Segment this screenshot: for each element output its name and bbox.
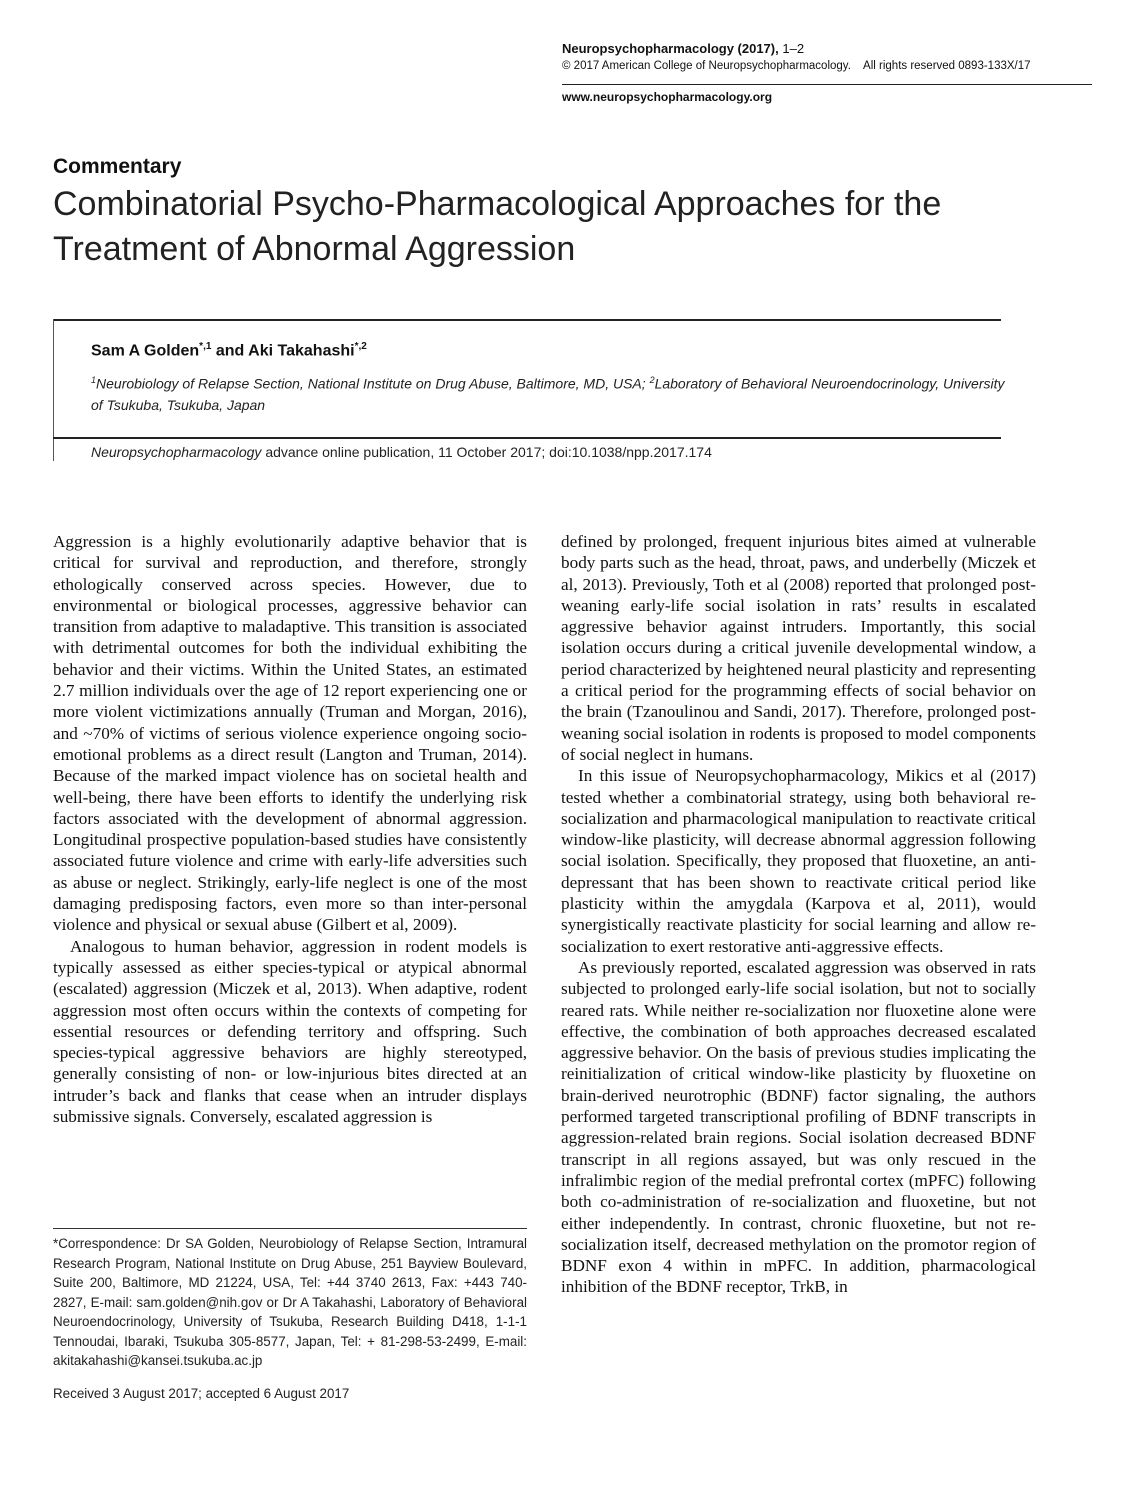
body-paragraph: Aggression is a highly evolutionarily adaptive behavior that is critical for survival and reproduction, and therefore, strongly ethologically conserved across species. However, due to environmental or biological processes, aggressive behavior can transition from adaptive to maladaptive. This transition is associated with detrimental outcomes for both the individual exhibiting the behavior and their victims. Within the United States, an estimated 2.7 million individuals over the age of 12 report experiencing one or more violent victimizations annually (Truman and Morgan, 2016), and ~70% of victims of serious violence experience ongoing socio-emotional problems as a direct result (Langton and Truman, 2014). Because of the marked impact violence has on societal health and well-being, there have been efforts to identify the underlying risk factors associated with the development of abnormal aggression. Longitudinal prospective population-based studies have consistently associated future violence and crime with early-life adversities such as abuse or neglect. Strikingly, early-life neglect is one of the most damaging predisposing factors, even more so than inter-personal violence and physical or sexual abuse (Gilbert et al, 2009). — [53, 532, 527, 935]
affiliations — [91, 370, 1006, 416]
author-box-bottom-rule — [53, 437, 1001, 439]
correspondence-footnote: *Correspondence: Dr SA Golden, Neurobiology of Relapse Section, Intramural Research Program, National Institute on Drug Abuse, 251 Bayview Boulevard, Suite 200, Baltimore, MD 21224, USA, Tel: +44 3740 2613, Fax: +443 740-2827, E-mail: sam.golden@nih.gov or Dr A Takahashi, Laboratory of Behavioral Neuroendocrinology, University of Tsukuba, Research Building D418, 1-1-1 Tennoudai, Ibaraki, Tsukuba 305-8577, Japan, Tel: + 81-298-53-2499, E-mail: akitakahashi@kansei.tsukuba.ac.jp — [53, 1236, 527, 1368]
affiliation: Neurobiology of Relapse Section, National Institute on Drug Abuse, Baltimore, MD, USA; — [96, 375, 650, 392]
journal-url[interactable]: www.neuropsychopharmacology.org — [562, 90, 773, 104]
body-paragraph: As previously reported, escalated aggression was observed in rats subjected to prolonged early-life social isolation, but not to socially reared rats. While neither re-socialization nor fluoxetine alone were effective, the combination of both approaches decreased escalated aggressive behavior. On the basis of previous studies implicating the reinitialization of critical window-like plasticity by fluoxetine on brain-derived neurotrophic (BDNF) factor signaling, the authors performed targeted transcriptional profiling of BDNF transcripts in aggression-related brain regions. Social isolation decreased BDNF transcript in all regions assayed, but was only rescued in the infralimbic region of the medial prefrontal cortex (mPFC) following both co-administration of re-socialization and fluoxetine, but not either independently. In contrast, chronic fluoxetine, but not re-socialization itself, decreased methylation on the promotor region of BDNF exon 4 within in mPFC. In addition, pharmacological inhibition of the BDNF receptor, TrkB, in — [561, 957, 1036, 1297]
title-line-1: Combinatorial Psycho-Pharmacological Approaches for the — [53, 185, 942, 223]
author-box-side-rule — [53, 319, 54, 461]
footnote-rule — [53, 1228, 527, 1229]
body-paragraph: Analogous to human behavior, aggression in rodent models is typically assessed as either species-typical or atypical abnormal (escalated) aggression (Miczek et al, 2013). When adaptive, rodent aggression most often occurs within the contexts of competing for essential resources or defending territory and offspring. Such species-typical aggressive behaviors are highly stereotyped, generally consisting of non- or low-injurious bites directed at an intruder’s back and flanks that cease when an intruder displays submissive signals. Conversely, escalated aggression is — [53, 936, 527, 1127]
journal-citation — [562, 40, 1092, 58]
publication-info — [91, 444, 712, 460]
publication-details: advance online publication, 11 October 2017; doi:10.1038/npp.2017.174 — [261, 444, 712, 460]
article-title — [53, 182, 1033, 272]
body-column-right — [561, 531, 1036, 1298]
journal-copyright: © 2017 American College of Neuropsychopharmacology. All rights reserved 0893-133X/17 — [562, 60, 1031, 72]
affiliation-superscript: 2 — [649, 375, 655, 385]
publication-journal: Neuropsychopharmacology — [91, 444, 262, 460]
affiliation-superscript: 1 — [91, 375, 97, 385]
received-dates: Received 3 August 2017; accepted 6 August 2017 — [53, 1386, 350, 1401]
author-box-top-rule — [53, 319, 1001, 321]
author-list — [91, 341, 367, 360]
header-rule — [562, 84, 1092, 85]
body-column-left — [53, 531, 527, 1127]
author-superscript: *,2 — [354, 341, 367, 352]
affiliation: Laboratory of Behavioral Neuroendocrinology, University of Tsukuba, Tsukuba, Japan — [91, 375, 1005, 413]
author-name: Sam A Golden — [91, 342, 200, 360]
author-conjunction: and — [215, 342, 245, 360]
body-paragraph: defined by prolonged, frequent injurious bites aimed at vulnerable body parts such as the head, throat, paws, and underbelly (Miczek et al, 2013). Previously, Toth et al (2008) reported that prolonged post-weaning early-life social isolation in rats’ results in escalated aggressive behavior against intruders. Importantly, this social isolation occurs during a critical juvenile developmental window, a period characterized by heightened neural plasticity and representing a critical period for the programming effects of social behavior on the brain (Tzanoulinou and Sandi, 2017). Therefore, prolonged post-weaning social isolation in rodents is proposed to model components of social neglect in humans. — [561, 532, 1036, 764]
journal-name-year: Neuropsychopharmacology (2017), — [562, 41, 779, 56]
section-label: Commentary — [53, 155, 182, 178]
author-name: Aki Takahashi — [248, 342, 355, 360]
journal-pages: 1–2 — [782, 41, 805, 56]
journal-header — [562, 40, 1092, 74]
title-line-2: Treatment of Abnormal Aggression — [53, 230, 576, 268]
body-paragraph: In this issue of Neuropsychopharmacology, Mikics et al (2017) tested whether a combinatorial strategy, using both behavioral re-socialization and pharmacological manipulation to reactivate critical window-like plasticity, will decrease abnormal aggression following social isolation. Specifically, they proposed that fluoxetine, an anti-depressant that has been shown to reactivate critical period like plasticity within the amygdala (Karpova et al, 2011), would synergistically reactivate plasticity for social learning and allow re-socialization to exert restorative anti-aggressive effects. — [561, 766, 1036, 956]
author-superscript: *,1 — [199, 341, 212, 352]
